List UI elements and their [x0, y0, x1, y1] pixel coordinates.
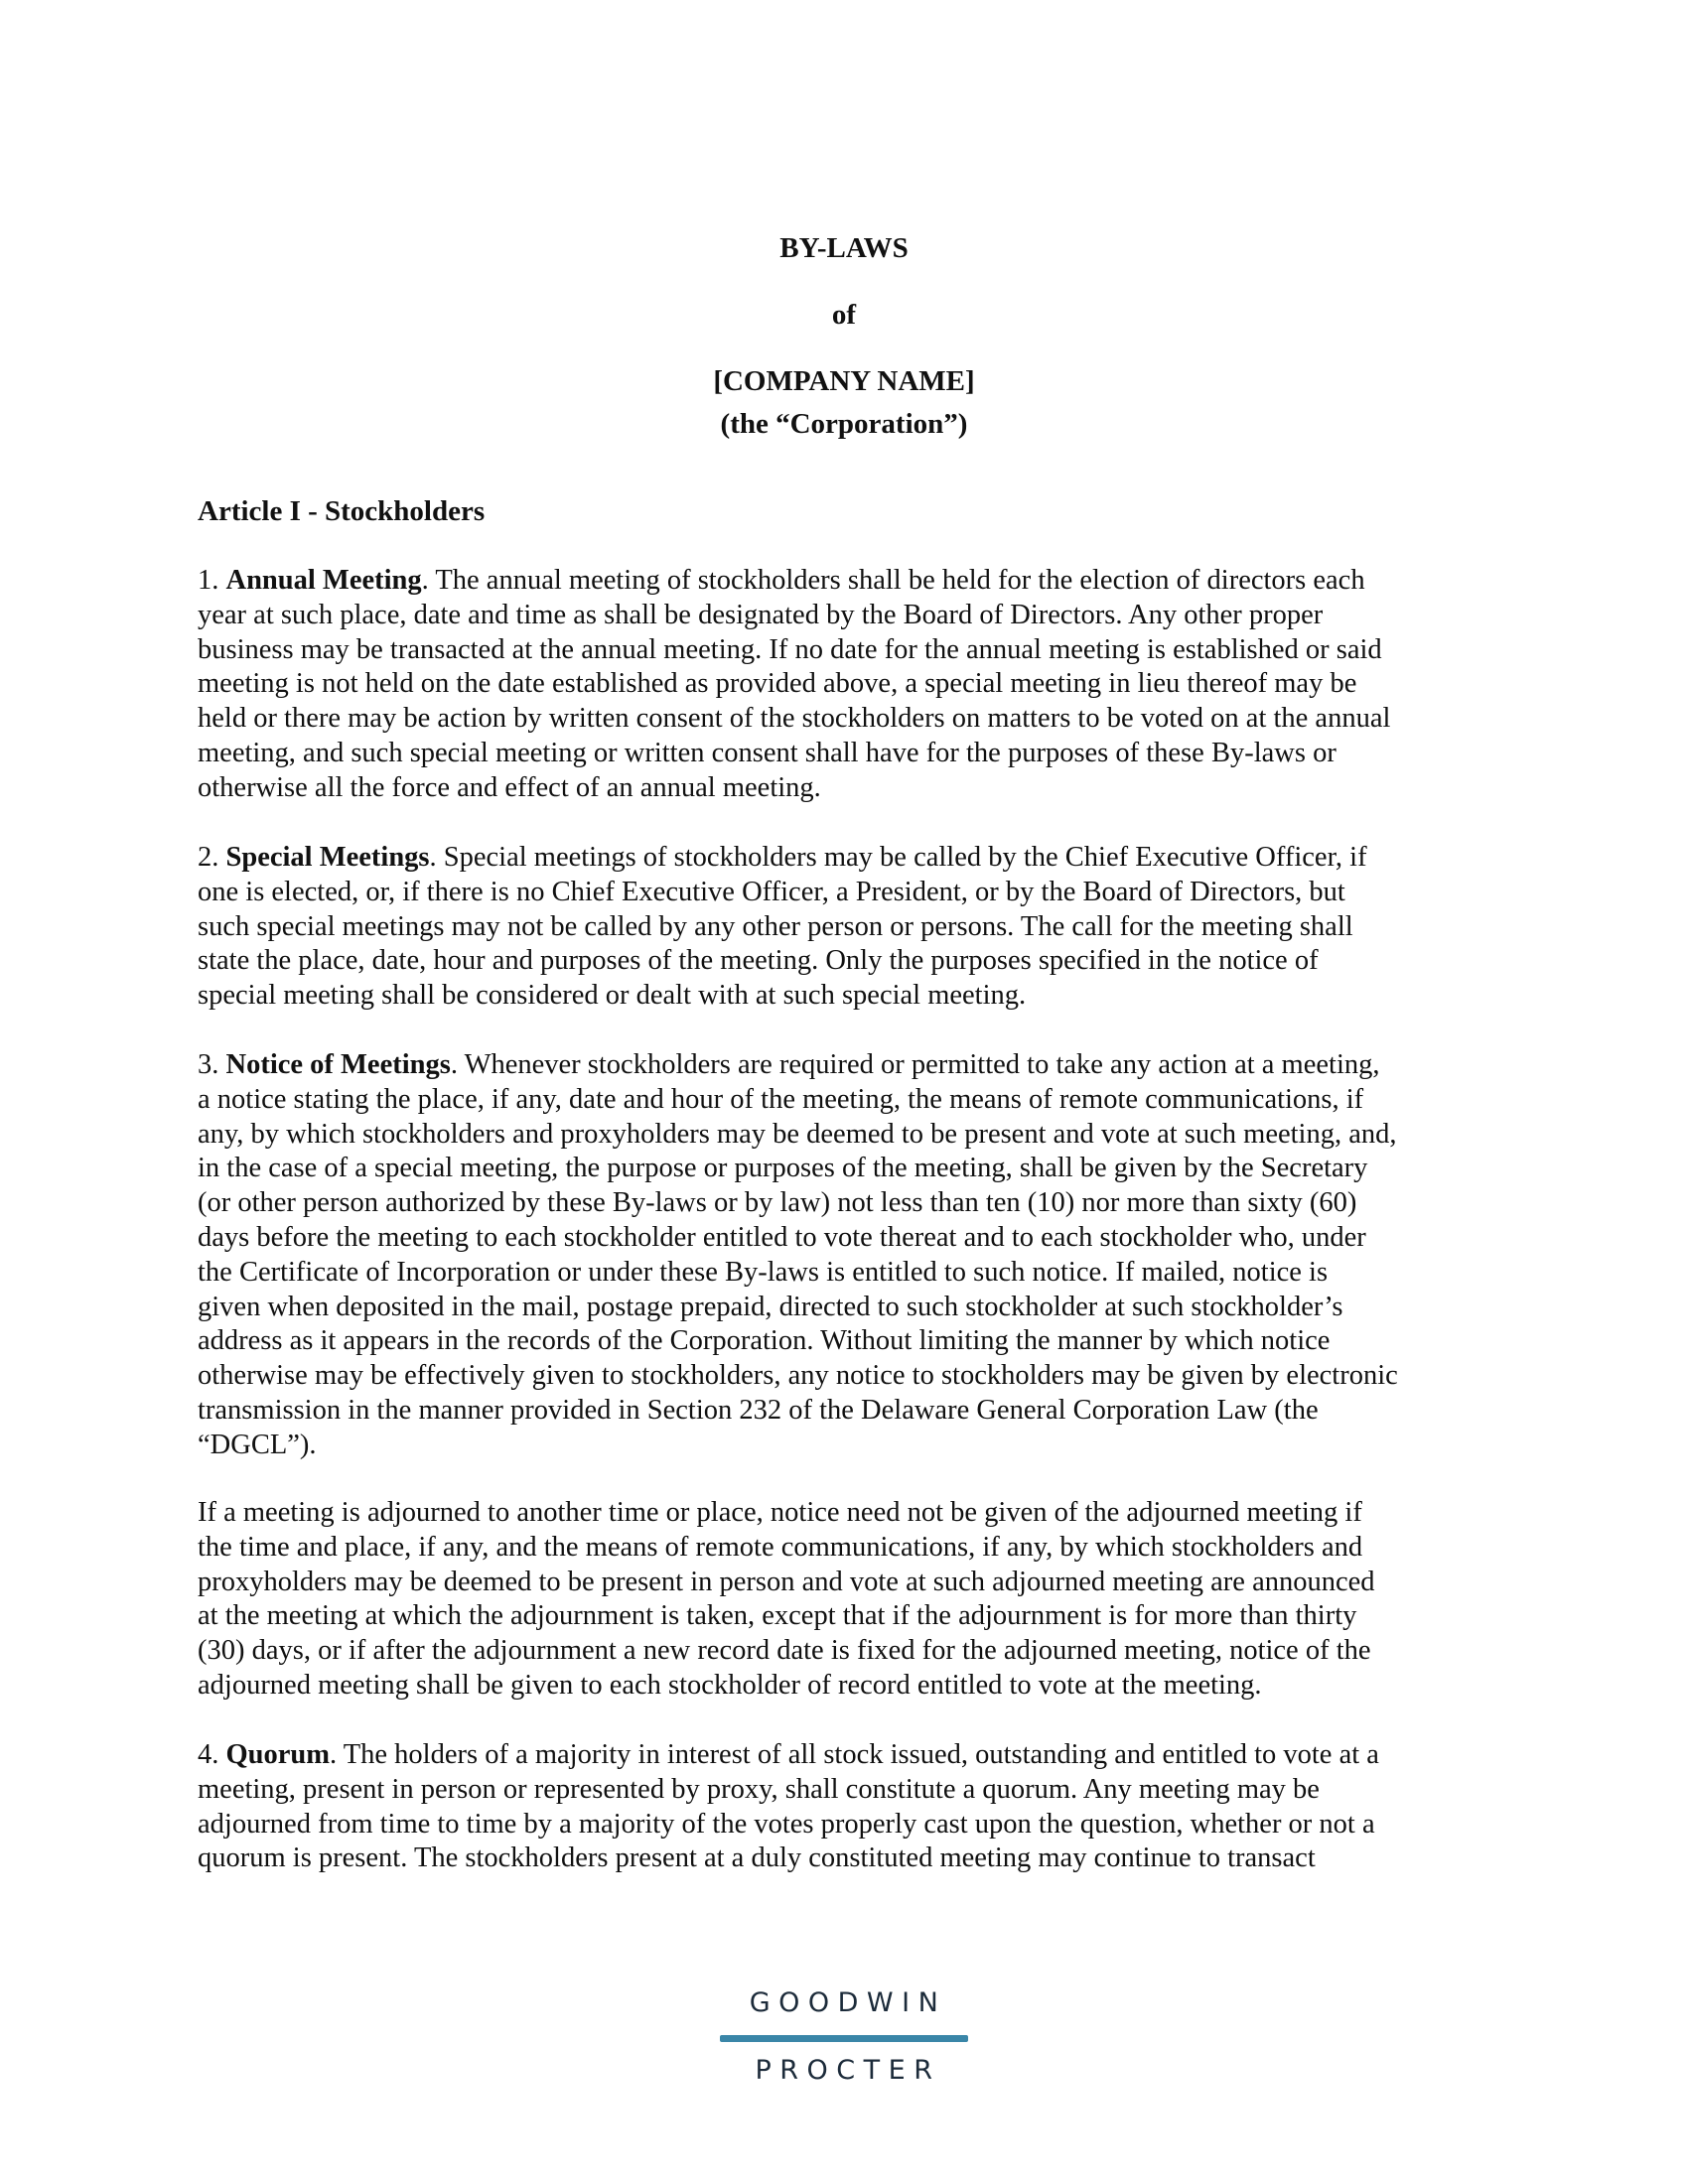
paragraph-line: otherwise may be effectively given to stockholders, any notice to stockholders may be given by electronic — [198, 1360, 1398, 1392]
paragraph-line: 4. Quorum. The holders of a majority in interest of all stock issued, outstanding and entitled to vote at a — [198, 1739, 1379, 1770]
paragraph-line: given when deposited in the mail, postage prepaid, directed to such stockholder at such stockholder’s — [198, 1291, 1343, 1322]
logo-text-bottom: PROCTER — [755, 2055, 941, 2086]
section-number: 1. — [198, 565, 219, 596]
section-notice-adjourned-paragraph — [198, 1496, 1488, 1704]
section-heading: Quorum — [225, 1739, 331, 1770]
paragraph-line: 2. Special Meetings. Special meetings of stockholders may be called by the Chief Executive Officer, if — [198, 842, 1367, 873]
paragraph-line: the Certificate of Incorporation or under these By-laws is entitled to such notice. If mailed, notice is — [198, 1256, 1329, 1288]
document-title-of: of — [831, 299, 857, 331]
paragraph-line: such special meetings may not be called by any other person or persons. The call for the meeting shall — [198, 910, 1353, 942]
logo-divider-bar — [720, 2035, 968, 2042]
paragraph-line: 3. Notice of Meetings. Whenever stockholders are required or permitted to take any action at a meeting, — [198, 1049, 1380, 1080]
paragraph-line: meeting is not held on the date established as provided above, a special meeting in lieu thereof may be — [198, 668, 1357, 700]
section-number: 2. — [198, 842, 219, 873]
paragraph-line: meeting, and such special meeting or written consent shall have for the purposes of these By-laws or — [198, 737, 1336, 768]
defined-term: (the “Corporation”) — [720, 408, 968, 440]
paragraph-line: quorum is present. The stockholders present at a duly constituted meeting may continue to transact — [198, 1843, 1316, 1874]
section-heading: Notice of Meetings — [225, 1049, 451, 1080]
section-quorum — [198, 1738, 1488, 1876]
paragraph-line: year at such place, date and time as shall be designated by the Board of Directors. Any other proper — [198, 599, 1324, 630]
company-name: [COMPANY NAME] — [713, 365, 975, 397]
paragraph-line: the time and place, if any, and the means of remote communications, if any, by which stockholders and — [198, 1531, 1363, 1563]
section-number: 3. — [198, 1049, 219, 1080]
paragraph-line: 1. Annual Meeting. The annual meeting of stockholders shall be held for the election of directors each — [198, 565, 1365, 596]
paragraph-line: proxyholders may be deemed to be present in person and vote at such adjourned meeting are announced — [198, 1566, 1375, 1597]
article-heading: Article I - Stockholders — [198, 495, 486, 527]
logo-text-top: GOODWIN — [749, 1987, 947, 2018]
paragraph-line: address as it appears in the records of the Corporation. Without limiting the manner by which notice — [198, 1325, 1331, 1357]
paragraph-line: meeting, present in person or represented by proxy, shall constitute a quorum. Any meeting may be — [198, 1773, 1320, 1805]
paragraph-line: business may be transacted at the annual meeting. If no date for the annual meeting is established or said — [198, 633, 1382, 665]
document-title: BY-LAWS — [779, 232, 909, 264]
paragraph-line: adjourned from time to time by a majority of the votes properly cast upon the question, whether or not a — [198, 1808, 1375, 1840]
section-heading: Special Meetings — [225, 842, 430, 873]
paragraph-line: at the meeting at which the adjournment is taken, except that if the adjournment is for more than thirty — [198, 1600, 1357, 1632]
paragraph-line: one is elected, or, if there is no Chief Executive Officer, a President, or by the Board of Directors, but — [198, 876, 1345, 907]
paragraph-line: transmission in the manner provided in Section 232 of the Delaware General Corporation Law (the — [198, 1394, 1319, 1426]
paragraph-line: “DGCL”). — [198, 1429, 317, 1460]
paragraph-line: held or there may be action by written consent of the stockholders on matters to be voted on at the annual — [198, 703, 1391, 735]
paragraph-line: (30) days, or if after the adjournment a new record date is fixed for the adjourned meeting, notice of the — [198, 1635, 1371, 1667]
section-number: 4. — [198, 1739, 219, 1770]
paragraph-line: any, by which stockholders and proxyholders may be deemed to be present and vote at such meeting, and, — [198, 1118, 1397, 1150]
paragraph-line: state the place, date, hour and purposes of the meeting. Only the purposes specified in the notice of — [198, 945, 1319, 977]
paragraph-line: (or other person authorized by these By-laws or by law) not less than ten (10) nor more than sixty (60) — [198, 1187, 1357, 1219]
section-annual-meeting — [198, 564, 1488, 806]
paragraph-line: days before the meeting to each stockholder entitled to vote thereat and to each stockholder who, under — [198, 1221, 1366, 1253]
paragraph-line: in the case of a special meeting, the purpose or purposes of the meeting, shall be given by the Secretary — [198, 1153, 1368, 1184]
section-special-meetings — [198, 841, 1488, 1014]
section-notice-of-meetings — [198, 1048, 1488, 1463]
paragraph-line: a notice stating the place, if any, date and hour of the meeting, the means of remote communications, if — [198, 1083, 1364, 1115]
section-heading: Annual Meeting — [225, 565, 422, 596]
paragraph-line: special meeting shall be considered or dealt with at such special meeting. — [198, 980, 1027, 1012]
paragraph-line: If a meeting is adjourned to another time or place, notice need not be given of the adjourned meeting if — [198, 1497, 1362, 1528]
goodwin-procter-logo — [720, 1983, 968, 2093]
paragraph-line: otherwise all the force and effect of an annual meeting. — [198, 771, 821, 803]
paragraph-line: adjourned meeting shall be given to each stockholder of record entitled to vote at the meeting. — [198, 1669, 1262, 1701]
